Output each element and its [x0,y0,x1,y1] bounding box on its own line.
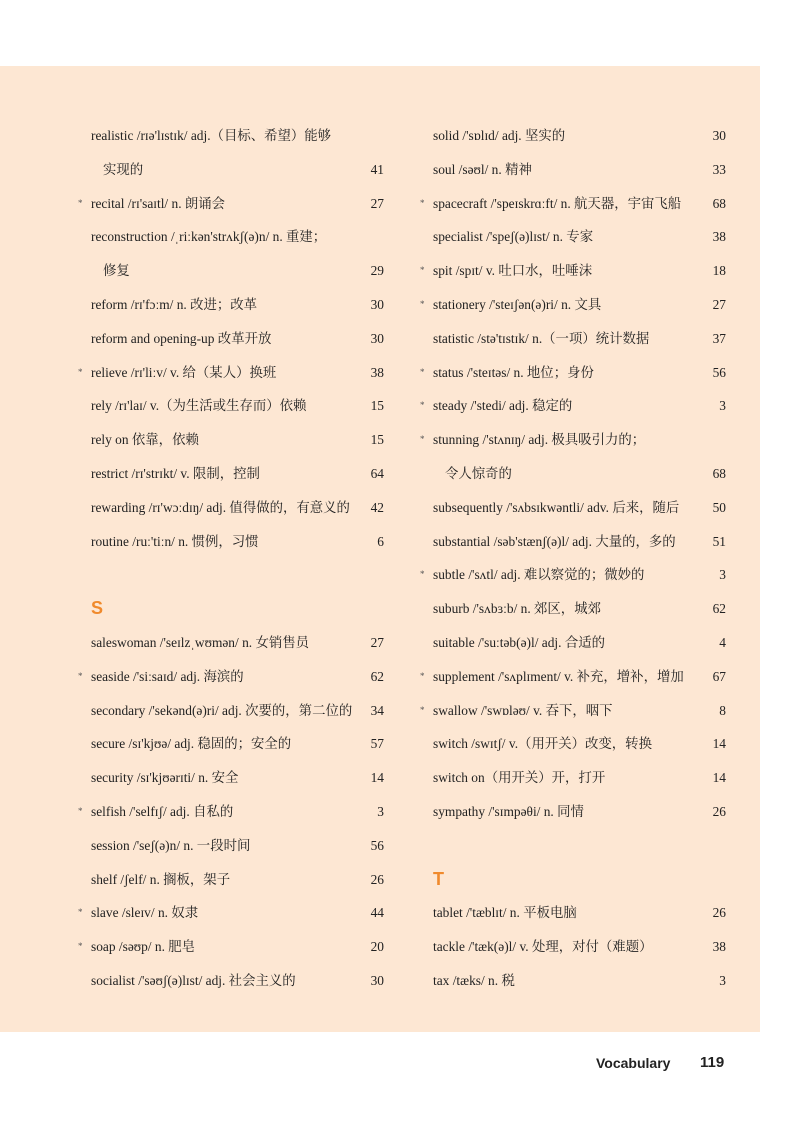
vocab-entry [78,795,384,829]
entry-text: 令人惊奇的 [445,465,512,481]
entry-text: tablet /'tæblɪt/ n. 平板电脑 [433,905,577,921]
vocab-entry [420,727,726,761]
unit-number: 27 [712,296,726,312]
entry-text: suburb /'sʌbɜːb/ n. 郊区，城郊 [433,601,601,617]
unit-number: 38 [712,229,726,245]
entry-text: reform /rɪ'fɔːm/ n. 改进；改革 [91,296,258,312]
unit-number: 30 [370,972,384,988]
unit-number: 14 [370,770,384,786]
unit-number: 27 [370,634,384,650]
entry-text: tackle /'tæk(ə)l/ v. 处理，对付（难题） [433,939,653,955]
unit-number: 64 [370,465,384,481]
vocab-entry [420,626,726,660]
star-icon: * [420,569,425,580]
star-icon: * [420,366,425,377]
unit-number: 68 [712,195,726,211]
unit-number: 14 [712,770,726,786]
unit-number: 29 [370,263,384,279]
entry-text: reconstruction /ˌriːkən'strʌkʃ(ə)n/ n. 重建； [91,229,327,245]
entry-text: soul /səʊl/ n. 精神 [433,161,532,177]
section-letter-row [78,592,384,626]
vocab-entry [420,288,726,322]
section-letter: S [91,598,104,619]
unit-number: 30 [712,128,726,143]
star-icon: * [78,197,83,208]
unit-number: 38 [712,939,726,955]
vocab-entry [78,829,384,863]
unit-number: 3 [719,398,726,414]
vocab-entry [78,863,384,897]
entry-text: specialist /'speʃ(ə)lɪst/ n. 专家 [433,229,594,245]
entry-text: soap /səʊp/ n. 肥皂 [91,939,196,955]
vocab-entry [420,660,726,694]
unit-number: 56 [370,837,384,853]
entry-text: shelf /ʃelf/ n. 搁板，架子 [91,871,231,887]
spacer-row [78,558,384,592]
entry-continuation [78,254,384,288]
entry-text: rewarding /rɪ'wɔːdɪŋ/ adj. 值得做的，有意义的 [91,499,350,515]
star-icon: * [420,197,425,208]
vocab-entry [78,119,384,153]
section-letter: T [433,868,444,889]
unit-number: 3 [719,567,726,583]
entry-text: subtle /'sʌtl/ adj. 难以察觉的；微妙的 [433,567,645,583]
entry-text: sympathy /'sɪmpəθi/ n. 同情 [433,803,584,819]
unit-number: 3 [719,972,726,988]
vocab-entry [420,896,726,930]
entry-text: spacecraft /'speɪskrɑːft/ n. 航天器，宇宙飞船 [433,195,682,211]
star-icon: * [78,670,83,681]
unit-number: 67 [712,668,726,684]
star-icon: * [420,670,425,681]
vocab-entry [78,896,384,930]
vocab-entry [78,322,384,356]
vocab-entry [78,491,384,525]
vocab-entry [420,558,726,592]
vocab-entry [78,525,384,559]
vocab-entry [420,119,726,153]
star-icon: * [420,400,425,411]
unit-number: 51 [712,533,726,549]
entry-text: routine /ruː'tiːn/ n. 惯例，习惯 [91,533,259,549]
unit-number: 57 [370,736,384,752]
entry-text: suitable /'suːtəb(ə)l/ adj. 合适的 [433,634,605,650]
star-icon: * [420,704,425,715]
entry-text: secondary /'sekənd(ə)ri/ adj. 次要的，第二位的 [91,702,353,718]
unit-number: 68 [712,465,726,481]
entry-text: switch /swɪtʃ/ v.（用开关）改变，转换 [433,736,652,752]
star-icon: * [420,265,425,276]
star-icon: * [78,907,83,918]
entry-text: session /'seʃ(ə)n/ n. 一段时间 [91,837,251,853]
unit-number: 20 [370,939,384,955]
entry-text: rely on 依靠，依赖 [91,432,199,448]
star-icon: * [78,941,83,952]
vocab-entry [420,220,726,254]
star-icon: * [78,366,83,377]
entry-text: relieve /rɪ'liːv/ v. 给（某人）换班 [91,364,277,380]
entry-text: supplement /'sʌplɪment/ v. 补充，增补，增加 [433,668,684,684]
unit-number: 27 [370,195,384,211]
vocab-entry [420,525,726,559]
unit-number: 14 [712,736,726,752]
unit-number: 41 [370,161,384,177]
vocab-entry [78,457,384,491]
entry-text: spit /spɪt/ v. 吐口水，吐唾沫 [433,263,593,279]
entry-text: switch on（用开关）开，打开 [433,770,606,786]
unit-number: 44 [370,905,384,921]
unit-number: 62 [712,601,726,617]
vocab-entry [78,389,384,423]
unit-number: 4 [719,634,726,650]
spacer-row [420,829,726,863]
entry-text: steady /'stedi/ adj. 稳定的 [433,398,573,414]
unit-number: 37 [712,330,726,346]
entry-text: status /'steɪtəs/ n. 地位；身份 [433,364,594,380]
unit-number: 42 [370,499,384,515]
vocab-entry [420,592,726,626]
unit-number: 18 [712,263,726,279]
entry-text: tax /tæks/ n. 税 [433,972,515,988]
unit-number: 15 [370,398,384,414]
unit-number: 30 [370,330,384,346]
entry-text: stunning /'stʌnɪŋ/ adj. 极具吸引力的； [433,432,646,448]
entry-text: selfish /'selfɪʃ/ adj. 自私的 [91,803,234,819]
vocab-entry [78,356,384,390]
unit-number: 26 [712,905,726,921]
unit-number: 50 [712,499,726,515]
entry-text: subsequently /'sʌbsɪkwəntli/ adv. 后来，随后 [433,499,680,515]
vocab-entry [420,254,726,288]
vocab-entry [78,288,384,322]
star-icon: * [78,805,83,816]
vocab-entry [420,187,726,221]
vocab-entry [78,930,384,964]
entry-text: socialist /'səʊʃ(ə)lɪst/ adj. 社会主义的 [91,972,296,988]
vocab-entry [78,694,384,728]
vocab-entry [78,761,384,795]
vocab-entry [420,153,726,187]
entry-text: recital /rɪ'saɪtl/ n. 朗诵会 [91,195,226,211]
vocab-entry [420,322,726,356]
unit-number: 62 [370,668,384,684]
footer-title: Vocabulary [596,1055,671,1071]
entry-text: reform and opening-up 改革开放 [91,330,272,346]
vocab-entry [420,356,726,390]
entry-text: substantial /səb'stænʃ(ə)l/ adj. 大量的，多的 [433,533,676,549]
entry-text: stationery /'steɪʃən(ə)ri/ n. 文具 [433,296,602,312]
unit-number: 3 [377,803,384,819]
unit-number: 34 [370,702,384,718]
vocab-entry [78,660,384,694]
entry-text: solid /'sɒlɪd/ adj. 坚实的 [433,128,566,143]
left-column [78,119,384,998]
entry-text: slave /sleɪv/ n. 奴隶 [91,905,199,921]
vocab-entry [78,187,384,221]
section-letter-row [420,863,726,897]
entry-text: realistic /rɪə'lɪstɪk/ adj.（目标、希望）能够 [91,128,332,143]
entry-text: saleswoman /'seɪlzˌwʊmən/ n. 女销售员 [91,634,310,650]
star-icon: * [420,434,425,445]
unit-number: 30 [370,296,384,312]
unit-number: 6 [377,533,384,549]
vocab-entry [420,694,726,728]
entry-text: statistic /stə'tɪstɪk/ n.（一项）统计数据 [433,330,650,346]
right-column [420,119,726,998]
vocab-entry [78,626,384,660]
vocab-entry [420,389,726,423]
vocab-entry [420,795,726,829]
star-icon: * [420,298,425,309]
entry-text: restrict /rɪ'strɪkt/ v. 限制，控制 [91,465,260,481]
entry-continuation [420,457,726,491]
entry-text: rely /rɪ'laɪ/ v.（为生活或生存而）依赖 [91,398,307,414]
vocab-entry [78,964,384,998]
unit-number: 26 [370,871,384,887]
entry-text: 修复 [103,263,130,279]
unit-number: 33 [712,161,726,177]
entry-text: 实现的 [103,161,144,177]
entry-text: swallow /'swɒləʊ/ v. 吞下，咽下 [433,702,613,718]
vocab-entry [78,220,384,254]
entry-text: secure /sɪ'kjʊə/ adj. 稳固的；安全的 [91,736,292,752]
vocab-entry [78,727,384,761]
page-number: 119 [700,1054,725,1071]
vocab-entry [420,930,726,964]
unit-number: 56 [712,364,726,380]
entry-text: seaside /'siːsaɪd/ adj. 海滨的 [91,668,244,684]
vocab-entry [78,423,384,457]
entry-continuation [78,153,384,187]
unit-number: 38 [370,364,384,380]
unit-number: 8 [719,702,726,718]
vocab-entry [420,423,726,457]
vocab-entry [420,761,726,795]
vocab-entry [420,964,726,998]
entry-text: security /sɪ'kjʊərɪti/ n. 安全 [91,770,239,786]
unit-number: 15 [370,432,384,448]
unit-number: 26 [712,803,726,819]
vocab-entry [420,491,726,525]
